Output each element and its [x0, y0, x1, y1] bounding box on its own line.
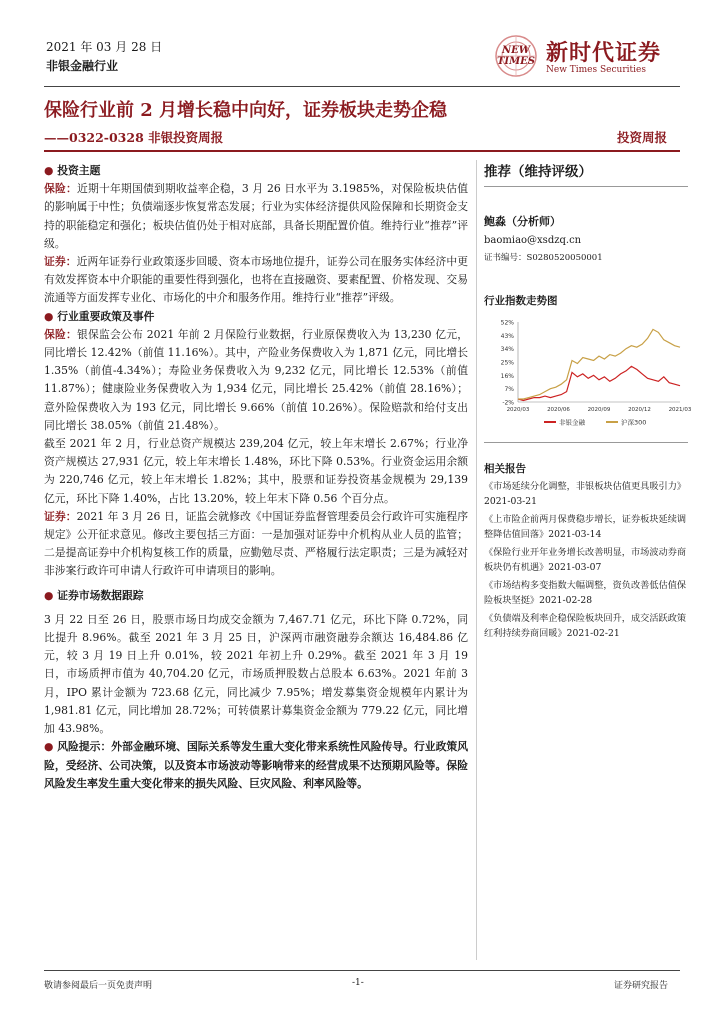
main-content	[44, 162, 468, 793]
sidebar	[484, 160, 692, 645]
paragraph-market: 3 月 22 日至 26 日，股票市场日均成交金额为 7,467.71 亿元，环比下降 0.72%，同比提升 8.96%。截至 2021 年 3 月 25 日，沪深两市融资融券余额达 16,484.86 亿元，较 3 月 19 日上升 0.01%，较 2021 年初上升 0.29%。截至 2021 年 3 月 19 日，市场质押市值为 40,704.20 亿元，市场质押股数占总股本 6.63%。2021 年前 3 月，IPO 累计金额为 723.68 亿元，同比减少 7.95%；增发募集资金规模年内累计为 1,981.81 亿元，同比增加 28.72%；可转债累计募集资金金额为 779.22 亿元，同比增加 43.98%。	[44, 612, 468, 736]
section-heading-policy: ● 行业重要政策及事件	[44, 309, 155, 323]
document-type: 投资周报	[617, 130, 668, 145]
y-tick-label: 34%	[500, 346, 514, 354]
company-name-cn: 新时代证券	[546, 40, 662, 66]
bullet-icon: ●	[44, 164, 54, 177]
logo-mark-text: NEW TIMES	[496, 45, 536, 67]
index-trend-chart	[484, 316, 692, 436]
related-report-item[interactable]: 《市场结构多变指数大幅调整，资负改善低估值保险板块坚挺》2021-02-28	[484, 580, 687, 606]
title-divider	[44, 150, 680, 152]
x-tick-label: 2020/09	[587, 407, 611, 413]
paragraph-policy-securities: 证券：2021 年 3 月 26 日，证监会就修改《中国证券监督管理委员会行政许可实施程序规定》公开征求意见。修改主要包括三方面：一是加强对证券中介机构从业人员的监管；二是提高证券中介机构复核工作的质量，应勤勉尽责、严格履行法定职责；三是为减轻对非涉案行政许可申请人行政许可申请项目的影响。	[44, 509, 468, 578]
bullet-icon: ●	[44, 309, 54, 323]
paragraph-policy-insurance-2: 截至 2021 年 2 月，行业总资产规模达 239,204 亿元，较上年末增长 2.67%；行业净资产规模达 27,931 亿元，较上年末增长 1.48%，环比下降 0.53%。行业资金运用余额为 220,746 亿元，较上年末增长 1.82%；其中，股票和证券投资基金规模为 29,139 亿元，环比下降 1.40%，占比 13.20%，较上年末下降 0.56 个百分点。	[44, 437, 468, 505]
x-tick-label: 2020/12	[628, 407, 651, 413]
x-tick-label: 2020/06	[547, 407, 570, 413]
y-tick-label: 7%	[504, 386, 514, 394]
series-line-1	[518, 329, 680, 399]
y-tick-label: 25%	[500, 359, 514, 367]
bullet-icon: ●	[44, 740, 54, 754]
footer-report-type: 证券研究报告	[614, 981, 669, 991]
page-title: 保险行业前 2 月增长稳中向好，证券板块走势企稳	[44, 100, 448, 121]
page-number: -1-	[352, 978, 364, 988]
analyst-name: 鲍淼（分析师）	[484, 215, 561, 228]
legend-label: 沪深300	[621, 418, 647, 427]
footer-divider	[44, 970, 680, 971]
header-divider	[44, 86, 680, 87]
paragraph-theme-securities: 证券：近两年证券行业政策逐步回暖、资本市场地位提升，证券公司在服务实体经济中更有效发挥资本中介职能的重要性得到强化，也将在直接融资、要素配置、价格发现、交易流通等方面发挥专业化、市场化的中介和服务作用。维持行业“推荐”评级。	[44, 255, 469, 305]
related-report-item[interactable]: 《上市险企前两月保费稳步增长，证券板块延续调整降估值回落》2021-03-14	[484, 514, 687, 540]
page-subtitle: ——0322-0328 非银投资周报	[44, 130, 224, 145]
related-reports-title: 相关报告	[484, 463, 526, 475]
paragraph-risk: ● 风险提示：外部金融环境、国际关系等发生重大变化带来系统性风险传导。行业政策风险，受经济、公司决策，以及资本市场波动等影响带来的经营成果不达预期风险等。保险风险发生率发生重大变化带来的损失风险、巨灾风险、利率风险等。	[44, 740, 469, 790]
company-logo	[488, 32, 688, 80]
related-report-item[interactable]: 《市场延续分化调整，非银板块估值更具吸引力》2021-03-21	[484, 481, 687, 507]
chart-divider	[484, 442, 688, 443]
rating-divider	[484, 186, 688, 187]
sector-label: 非银金融行业	[46, 59, 119, 73]
series-line-0	[518, 366, 680, 400]
footer-disclaimer: 敬请参阅最后一页免责声明	[44, 981, 153, 991]
y-tick-label: 16%	[500, 372, 514, 380]
bullet-icon: ●	[44, 588, 54, 602]
y-tick-label: -2%	[502, 399, 514, 407]
y-tick-label: 43%	[500, 332, 514, 340]
analyst-email[interactable]: baomiao@xsdzq.cn	[484, 235, 582, 246]
certificate-number: 证书编号：S0280520050001	[484, 253, 603, 263]
paragraph-policy-insurance: 保险：银保监会公布 2021 年前 2 月保险行业数据，行业原保费收入为 13,230 亿元，同比增长 12.42%（前值 11.16%）。其中，产险业务保费收入为 1,871 亿元，同比增长 1.35%（前值-4.34%）；寿险业务保费收入为 9,232 亿元，同比增长 12.53%（前值 11.87%）；健康险业务保费收入为 1,934 亿元，同比增长 25.42%（前值 28.16%）；意外险保费收入为 193 亿元，同比增长 9.66%（前值 10.26%）。保险赔款和给付支出同比增长 38.05%（前值 21.48%）。	[44, 327, 469, 432]
related-report-item[interactable]: 《保险行业开年业务增长改善明显，市场波动券商板块仍有机遇》2021-03-07	[484, 547, 687, 573]
section-heading-theme: ● 投资主题	[44, 164, 101, 177]
paragraph-theme-insurance: 保险：近期十年期国债到期收益率企稳，3 月 26 日水平为 3.1985%，对保险板块估值的影响属于中性；负债端逐步恢复常态发展；行业为实体经济提供风险保障和长期资金支持的职能稳定和强化；板块估值仍处于相对底部，具备长期配置价值。维持行业“推荐”评级。	[44, 182, 468, 250]
related-report-item[interactable]: 《负债端及利率企稳保险板块回升，成交活跃政策红利持续券商回暖》2021-02-21	[484, 613, 687, 639]
legend-label: 非银金融	[559, 418, 585, 427]
report-date: 2021 年 03 月 28 日	[46, 40, 163, 54]
y-tick-label: 52%	[500, 319, 514, 327]
x-tick-label: 2021/03	[668, 407, 692, 413]
section-heading-market: ● 证券市场数据跟踪	[44, 588, 144, 602]
company-name-en: New Times Securities	[546, 65, 646, 75]
related-reports-list	[484, 480, 688, 641]
rating-label: 推荐（维持评级）	[484, 164, 592, 180]
column-divider	[476, 160, 477, 960]
chart-title: 行业指数走势图	[484, 295, 558, 307]
x-tick-label: 2020/03	[506, 407, 530, 413]
